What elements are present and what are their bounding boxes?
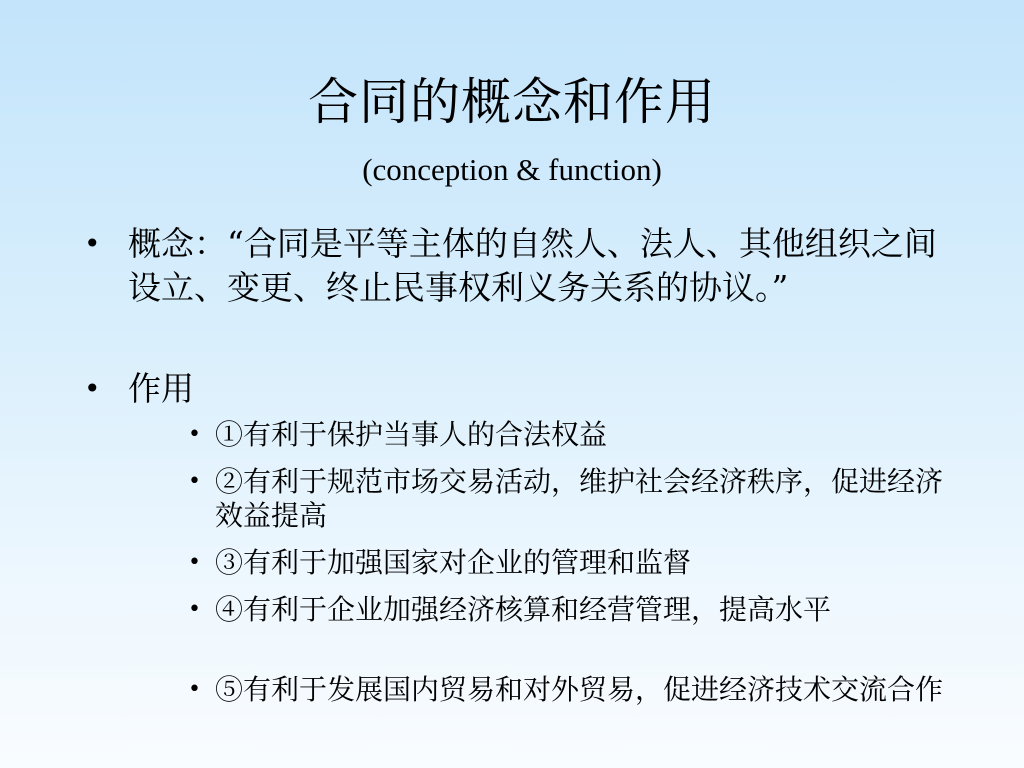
- bullet-icon: •: [84, 227, 101, 260]
- function-list-item: [188, 593, 963, 627]
- concept-text: 概念：“合同是平等主体的自然人、法人、其他组织之间设立、变更、终止民事权利义务关系的协议。”: [128, 224, 937, 307]
- concept-bullet-item: [84, 222, 954, 310]
- function-item-text: ③有利于加强国家对企业的管理和监督: [215, 546, 692, 579]
- bullet-icon: •: [188, 550, 201, 575]
- function-list-item: [188, 465, 963, 533]
- bullet-icon: •: [188, 422, 201, 447]
- function-item-text: ②有利于规范市场交易活动，维护社会经济秩序，促进经济效益提高: [215, 465, 944, 532]
- function-list-item: [188, 546, 963, 580]
- function-bullet-item: [84, 367, 954, 411]
- bullet-icon: •: [188, 677, 201, 702]
- bullet-icon: •: [188, 597, 201, 622]
- bullet-icon: •: [84, 372, 101, 405]
- slide-title: 合同的概念和作用: [308, 73, 716, 131]
- function-list-item: [188, 418, 963, 452]
- function-label: 作用: [128, 369, 194, 408]
- function-item-text: ⑤有利于发展国内贸易和对外贸易，促进经济技术交流合作: [215, 673, 944, 706]
- function-item-text: ①有利于保护当事人的合法权益: [215, 418, 608, 451]
- slide-subtitle: (conception & function): [362, 152, 662, 187]
- function-list-item: [188, 673, 963, 707]
- bullet-icon: •: [188, 469, 201, 494]
- function-item-text: ④有利于企业加强经济核算和经营管理，提高水平: [215, 593, 832, 626]
